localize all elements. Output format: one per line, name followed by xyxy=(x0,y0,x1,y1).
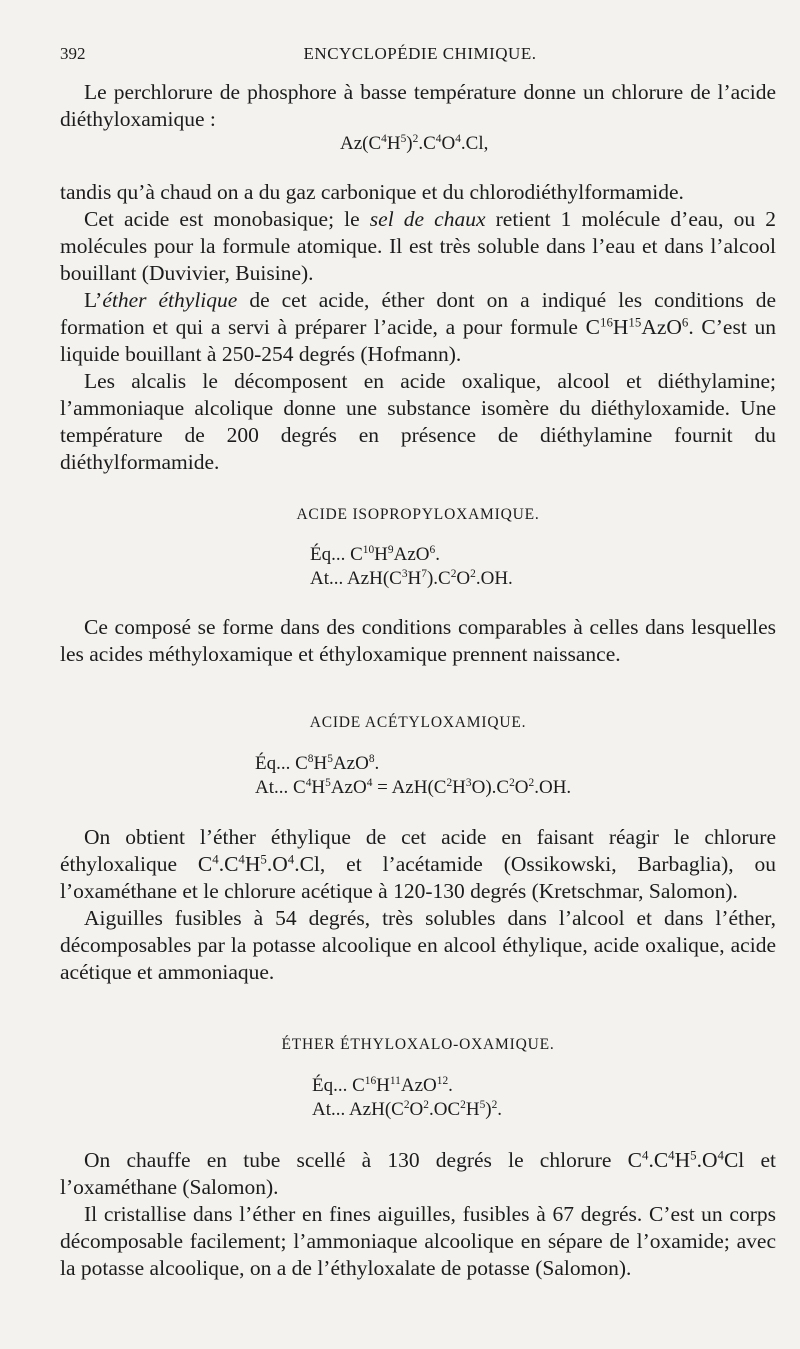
paragraph-ether-ethylique: L’éther éthylique de cet acide, éther dont on a indiqué les conditions de formation et qui a servi à préparer l’acide, a pour formule $C^{16}H^{15}AzO^6$. C’est un liquide bouillant à 250-254 degrés (Hofmann). xyxy=(60,288,777,366)
paragraph-on-chauffe: On chauffe en tube scellé à 130 degrés le chlorure $C^4.C^4H^5.O^4Cl$ et l’oxaméthane (Salomon). xyxy=(60,1148,776,1199)
paragraph-cristallise: Il cristallise dans l’éther en fines aiguilles, fusibles à 67 degrés. C’est un corps décomposable facilement; l’ammoniaque alcoolique en sépare de l’oxamide; avec la potasse alcoolique, on a de l’éthyloxalate de potasse (Salomon). xyxy=(60,1202,776,1280)
formula-acetyl-eq: Éq... $C^8H^5AzO^8$. xyxy=(255,753,380,774)
page-header xyxy=(60,44,780,68)
page-number: 392 xyxy=(60,44,86,63)
heading-acide-acetyloxamique: ACIDE ACÉTYLOXAMIQUE. xyxy=(309,714,527,731)
paragraph-aiguilles: Aiguilles fusibles à 54 degrés, très solubles dans l’alcool et dans l’éther, décomposables par la potasse alcoolique en alcool éthylique, acide oxalique, acide acétique et ammoniaque. xyxy=(60,906,776,984)
formula-oxalo-at: At... $AzH(C^2O^2.OC^2H^5)^2$. xyxy=(312,1099,503,1120)
formula-isopropyl-at: At... $AzH(C^3H^7).C^2O^2.OH$. xyxy=(310,568,513,589)
paragraph-perchlorure: Le perchlorure de phosphore à basse température donne un chlorure de l’acide diéthyloxamique : xyxy=(60,80,776,131)
paragraph-tandis: tandis qu’à chaud on a du gaz carbonique et du chlorodiéthylformamide. xyxy=(60,180,684,204)
paragraph-on-obtient: On obtient l’éther éthylique de cet acide en faisant réagir le chlorure éthyloxalique $C^4.C^4H^5.O^4.Cl$, et l’acétamide (Ossikowski, Barbaglia), ou l’oxaméthane et le chlorure acétique à 120-130 degrés (Kretschmar, Salomon). xyxy=(60,825,776,903)
formula-oxalo-eq: Éq... $C^{16}H^{11}AzO^{12}$. xyxy=(312,1075,453,1096)
paragraph-compose: Ce composé se forme dans des conditions comparables à celles dans lesquelles les acides méthyloxamique et éthyloxamique prennent naissance. xyxy=(60,615,776,666)
formula-acetyl-at: At... $C^4H^5AzO^4 = AzH(C^2H^3O).C^2O^2.OH$. xyxy=(255,777,572,798)
formula-chlorure-diethyloxamique: $Az(C^4H^5)^2.C^4O^4.Cl$, xyxy=(340,133,489,154)
formula-isopropyl-eq: Éq... $C^{10}H^9AzO^6$. xyxy=(310,544,440,565)
paragraph-monobasique: Cet acide est monobasique; le sel de chaux retient 1 molécule d’eau, ou 2 molécules pour la formule atomique. Il est très soluble dans l’eau et dans l’alcool bouillant (Duvivier, Buisine). xyxy=(60,207,776,285)
running-title: ENCYCLOPÉDIE CHIMIQUE. xyxy=(303,44,537,63)
heading-ether-ethyloxalo-oxamique: ÉTHER ÉTHYLOXALO-OXAMIQUE. xyxy=(281,1036,555,1053)
paragraph-alcalis: Les alcalis le décomposent en acide oxalique, alcool et diéthylamine; l’ammoniaque alcolique donne une substance isomère du diéthyloxamide. Une température de 200 degrés en présence de diéthylamine fournit du diéthylformamide. xyxy=(60,369,776,474)
heading-acide-isopropyloxamique: ACIDE ISOPROPYLOXAMIQUE. xyxy=(296,506,540,523)
